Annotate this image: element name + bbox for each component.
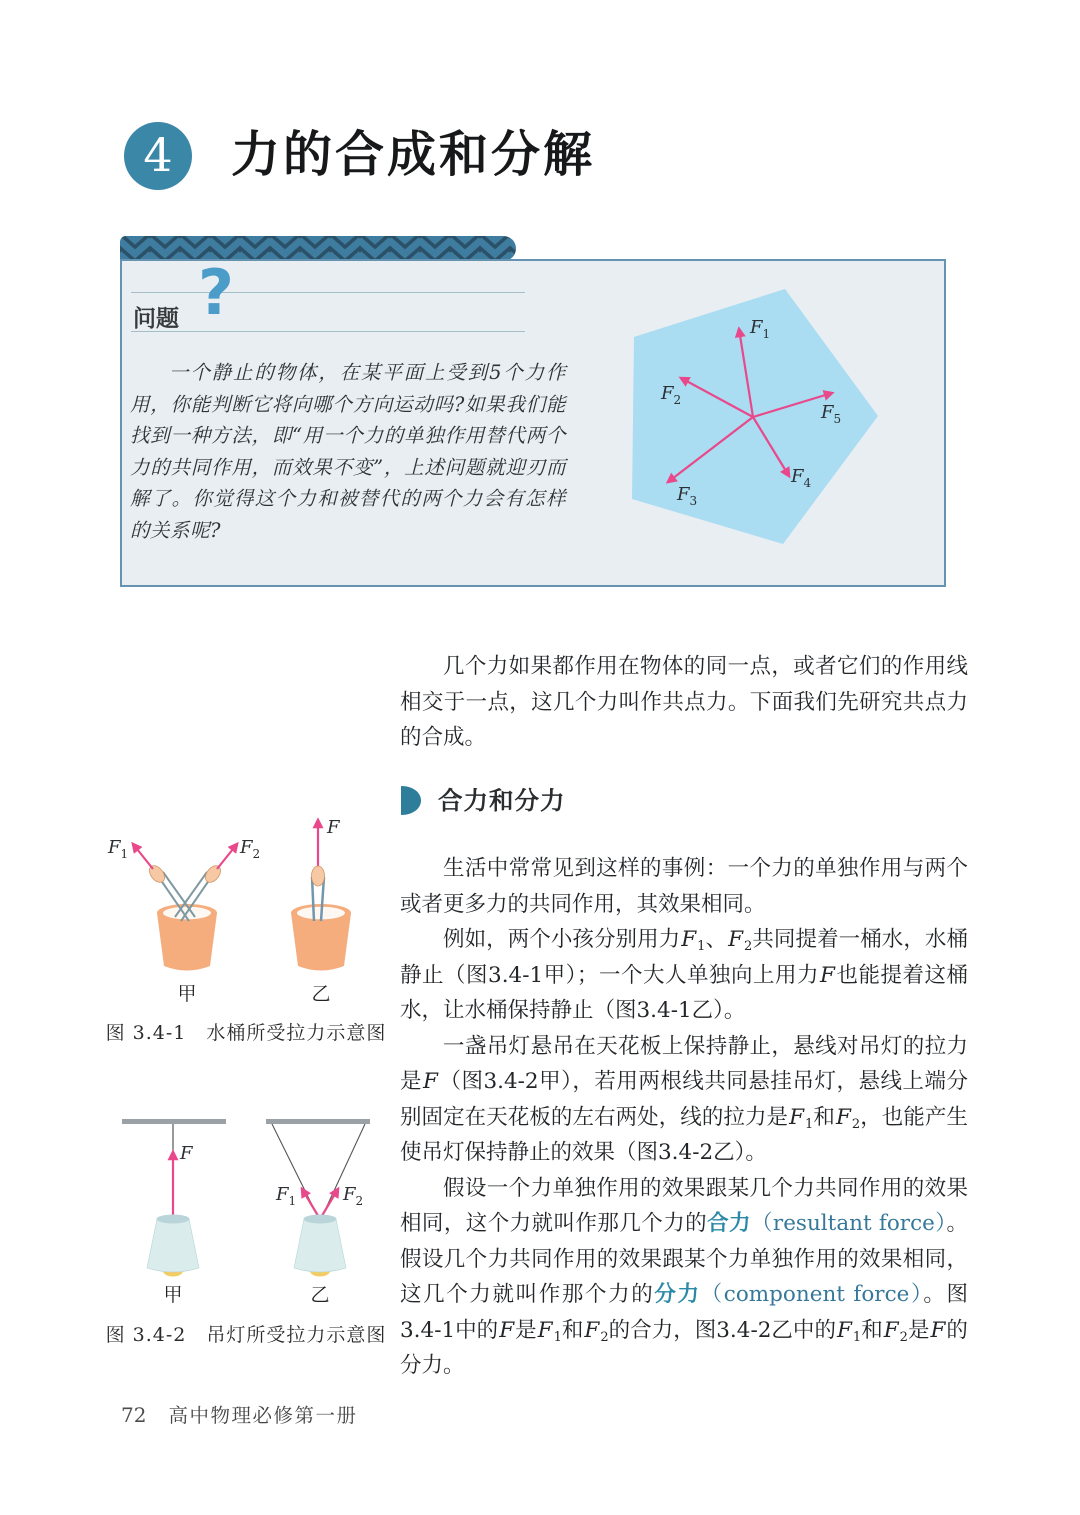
- chevron-pattern-icon: [120, 236, 516, 261]
- lamp-shade-top: [157, 1215, 190, 1224]
- hand-icon: [312, 866, 325, 886]
- force-arrow-f2: [217, 844, 237, 869]
- figure-341-caption: 图 3.4-1 水桶所受拉力示意图: [105, 1022, 387, 1044]
- force-label-f2: $F_2$: [343, 1184, 364, 1208]
- figure-342-caption: 图 3.4-2 吊灯所受拉力示意图: [105, 1324, 387, 1346]
- section-header: [400, 783, 968, 819]
- book-title: 高中物理必修第一册: [168, 1404, 358, 1427]
- force-label-f5: $F_5$: [821, 402, 842, 426]
- main-text-column: [400, 649, 968, 1384]
- bucket-left-group: [107, 837, 260, 1005]
- bucket-right-group: [291, 817, 351, 1005]
- problem-label: 问题: [133, 306, 179, 332]
- chapter-title: 力的合成和分解: [231, 125, 596, 183]
- pentagon-force-diagram: [615, 278, 897, 566]
- problem-rule-bottom: [131, 331, 525, 332]
- force-label-f4: $F_4$: [791, 466, 812, 490]
- lamp-shade: [147, 1219, 199, 1272]
- lamp-shade: [294, 1219, 346, 1272]
- figure-342-label-right: 乙: [310, 1284, 330, 1306]
- force-label-f3: $F_3$: [677, 484, 698, 508]
- chapter-number-badge: [124, 122, 192, 190]
- chapter-number: 4: [143, 128, 173, 182]
- force-label-f1: $F_1$: [750, 317, 771, 341]
- ceiling-bar: [122, 1119, 226, 1124]
- force-label-f1: $F_1$: [276, 1184, 297, 1208]
- figure-341-label-left: 甲: [177, 983, 197, 1005]
- force-arrow-f2: [320, 1189, 338, 1219]
- paragraph-4: 假设一个力单独作用的效果跟某几个力共同作用的效果相同，这个力就叫作那几个力的合力（resultant force）。假设几个力共同作用的效果跟某个力单独作用的效果相同，这几个力就叫作那个力的分力（component force）。图3.4-1中的F是$F_1$和$F_2$的合力，图3.4-2乙中的$F_1$和$F_2$是F的分力。: [400, 1175, 968, 1378]
- paragraph-1: 生活中常常见到这样的事例：一个力的单独作用与两个或者更多力的共同作用，其效果相同。: [400, 856, 968, 917]
- page-footer: [121, 1400, 357, 1428]
- question-mark-icon: ?: [198, 256, 234, 329]
- force-arrow-f1: [302, 1189, 320, 1219]
- bucket-body: [291, 913, 351, 971]
- force-arrow-f1: [133, 844, 153, 869]
- intro-paragraph: 几个力如果都作用在物体的同一点，或者它们的作用线相交于一点，这几个力叫作共点力。下面我们先研究共点力的合成。: [400, 654, 968, 750]
- section-title: 合力和分力: [438, 785, 566, 815]
- problem-rule-top: [131, 292, 525, 293]
- figure-342-label-left: 甲: [163, 1284, 183, 1306]
- figure-341-bucket-diagram: [100, 813, 390, 1008]
- force-label-f2: $F_2$: [661, 383, 682, 407]
- force-label-f1: $F_1$: [108, 837, 129, 861]
- figure-342-lamp-diagram: [100, 1105, 390, 1307]
- paragraph-2: 例如，两个小孩分别用力$F_1$、$F_2$共同提着一桶水，水桶静止（图3.4-1甲）；一个大人单独向上用力F也能提着这桶水，让水桶保持静止（图3.4-1乙）。: [400, 927, 968, 1023]
- chevron-band-decoration: [120, 236, 516, 261]
- lamp-shade-top: [304, 1215, 337, 1224]
- lamp-left-group: [122, 1119, 226, 1306]
- page-number: 72: [121, 1403, 147, 1427]
- paragraph-3: 一盏吊灯悬吊在天花板上保持静止，悬线对吊灯的拉力是F（图3.4-2甲），若用两根线共同悬挂吊灯，悬线上端分别固定在天花板的左右两处，线的拉力是$F_1$和$F_2$，也能产生使吊灯保持静止的效果（图3.4-2乙）。: [400, 1033, 968, 1165]
- bucket-body: [157, 913, 217, 971]
- lamp-right-group: [266, 1119, 370, 1306]
- force-label-f: F: [180, 1143, 193, 1164]
- force-label-f: F: [327, 817, 340, 838]
- ceiling-bar: [266, 1119, 370, 1124]
- figure-341-label-right: 乙: [311, 983, 331, 1005]
- section-bullet-icon: [400, 785, 422, 816]
- problem-text: 一个静止的物体，在某平面上受到5个力作用，你能判断它将向哪个方向运动吗?如果我们能找到一种方法，即“用一个力的单独作用替代两个力的共同作用，而效果不变”，上述问题就迎刃而解了。你觉得这个力和被替代的两个力会有怎样的关系呢?: [130, 361, 566, 542]
- force-label-f2: $F_2$: [240, 837, 261, 861]
